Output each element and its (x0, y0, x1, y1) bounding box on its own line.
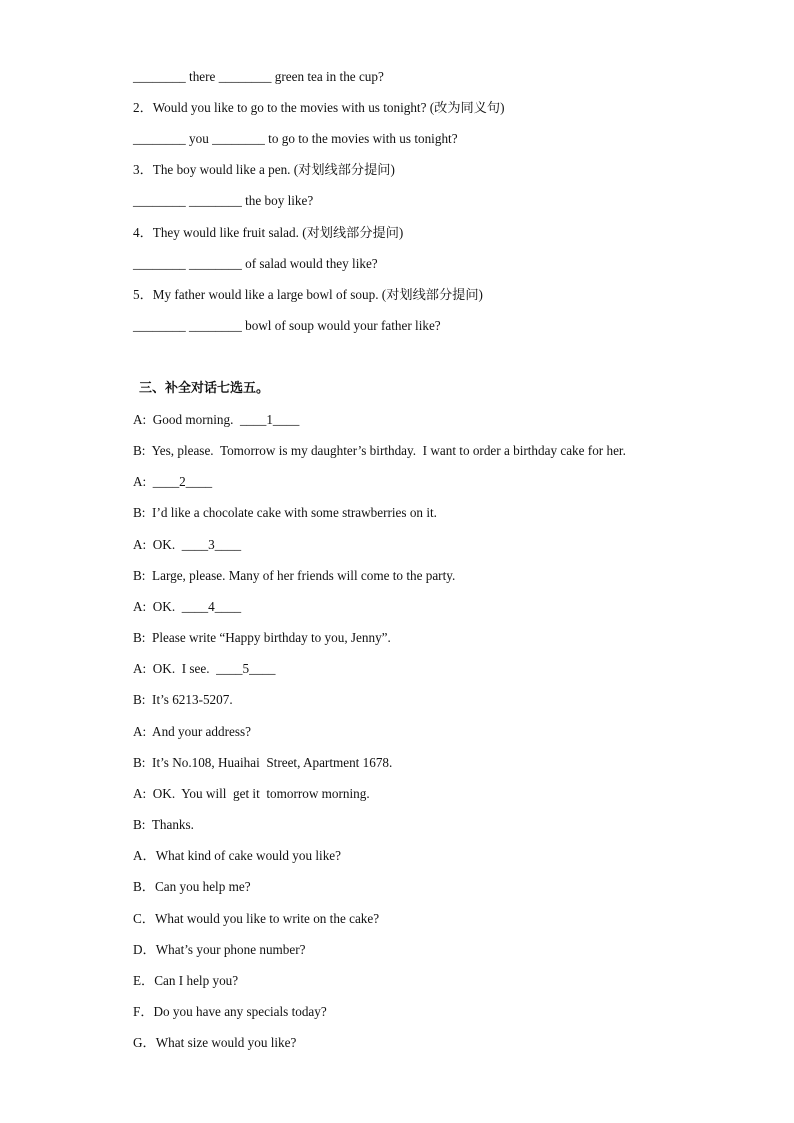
dialogue-line: B: It’s 6213-5207. (133, 692, 233, 707)
rewrite-question-5: 5．My father would like a large bowl of soup. (对划线部分提问) (133, 287, 483, 302)
rewrite-answer-line-3: ________ ________ the boy like? (133, 193, 314, 208)
dialogue-line: A: Good morning. ____1____ (133, 412, 300, 427)
dialogue-line: A: OK. You will get it tomorrow morning. (133, 786, 370, 801)
option-b: B．Can you help me? (133, 879, 251, 894)
option-f: F．Do you have any specials today? (133, 1004, 327, 1019)
rewrite-question-4: 4．They would like fruit salad. (对划线部分提问) (133, 225, 404, 240)
dialogue-line: A: OK. ____4____ (133, 599, 242, 614)
rewrite-answer-line-5: ________ ________ bowl of soup would your father like? (133, 318, 441, 333)
dialogue-line: A: OK. ____3____ (133, 537, 242, 552)
option-g: G．What size would you like? (133, 1035, 297, 1050)
dialogue-line: B: Thanks. (133, 817, 194, 832)
rewrite-question-2: 2．Would you like to go to the movies with us tonight? (改为同义句) (133, 100, 505, 115)
rewrite-answer-line-4: ________ ________ of salad would they like? (133, 256, 378, 271)
dialogue-line: B: Please write “Happy birthday to you, Jenny”. (133, 630, 391, 645)
option-e: E．Can I help you? (133, 973, 239, 988)
dialogue-line: A: And your address? (133, 724, 251, 739)
rewrite-question-3: 3．The boy would like a pen. (对划线部分提问) (133, 162, 395, 177)
dialogue-line: B: Large, please. Many of her friends will come to the party. (133, 568, 456, 583)
dialogue-line: A: ____2____ (133, 474, 213, 489)
option-a: A．What kind of cake would you like? (133, 848, 342, 863)
rewrite-answer-line-2: ________ you ________ to go to the movies with us tonight? (133, 131, 458, 146)
option-d: D．What’s your phone number? (133, 942, 306, 957)
dialogue-line: B: Yes, please. Tomorrow is my daughter’s birthday. I want to order a birthday cake for her. (133, 443, 626, 458)
option-c: C．What would you like to write on the cake? (133, 911, 380, 926)
dialogue-line: A: OK. I see. ____5____ (133, 661, 276, 676)
section-3-heading: 三、补全对话七选五。 (139, 381, 270, 396)
dialogue-line: B: I’d like a chocolate cake with some strawberries on it. (133, 505, 437, 520)
dialogue-line: B: It’s No.108, Huaihai Street, Apartment 1678. (133, 755, 393, 770)
rewrite-answer-line-1: ________ there ________ green tea in the cup? (133, 69, 384, 84)
